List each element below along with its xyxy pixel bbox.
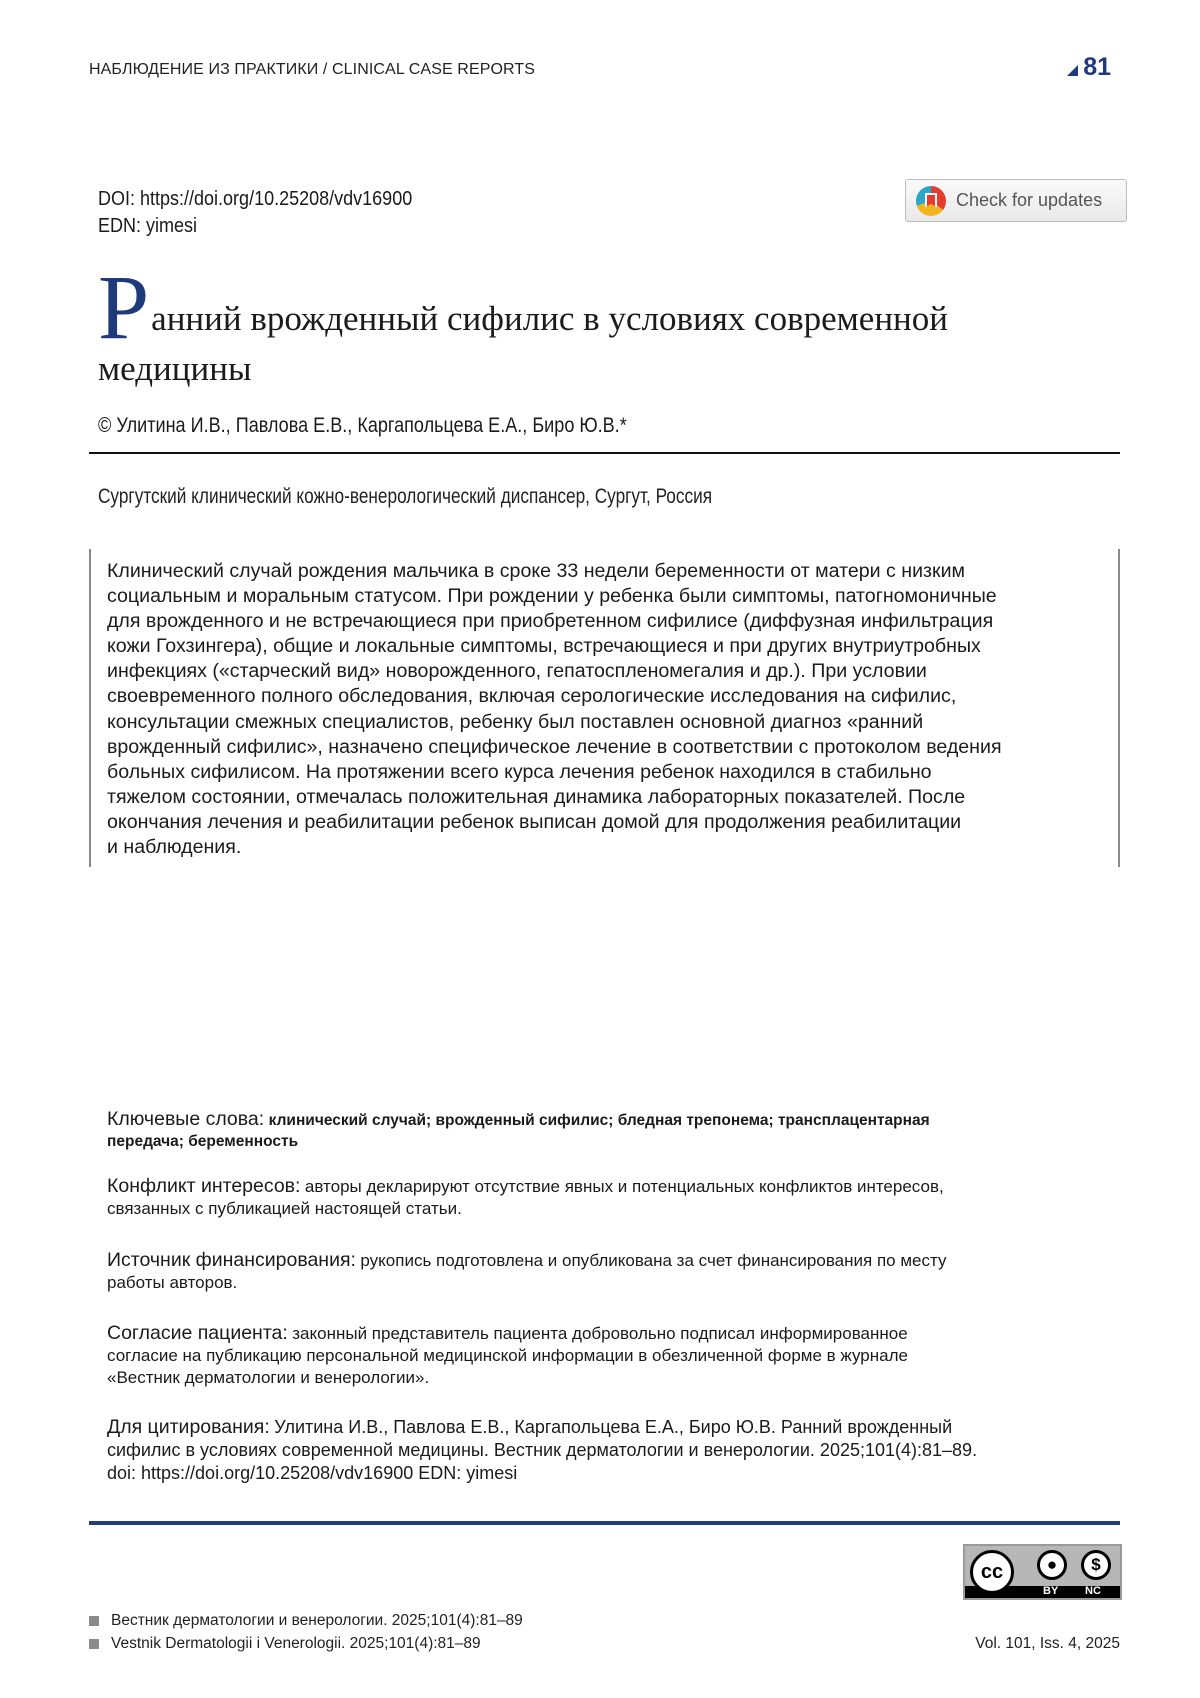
- abstract: [107, 559, 1107, 860]
- conflict-of-interest: [107, 1175, 1107, 1220]
- cc-logo-icon: cc: [970, 1550, 1014, 1594]
- funding-text: рукопись подготовлена и опубликована за счет финансирования по месту: [360, 1251, 947, 1270]
- citation: [107, 1416, 1107, 1485]
- keywords-text: передача; беременность: [107, 1133, 299, 1150]
- cc-license-badge[interactable]: [963, 1544, 1122, 1600]
- abstract-line: кожи Гохзингера), общие и локальные симптомы, встречающиеся и при других внутриутробных: [107, 635, 981, 658]
- bullet-square-icon: [89, 1639, 99, 1649]
- keywords-label: Ключевые слова:: [107, 1108, 265, 1130]
- consent-text: согласие на публикацию персональной медицинской информации в обезличенной форме в журнале: [107, 1346, 908, 1365]
- triangle-icon: [1067, 65, 1078, 76]
- bullet-square-icon: [89, 1616, 99, 1626]
- keywords: [107, 1108, 1107, 1152]
- title-line-2: медицины: [98, 349, 252, 388]
- check-for-updates-button[interactable]: [905, 179, 1127, 222]
- title-drop-cap: Р: [98, 256, 150, 358]
- citation-doi-link[interactable]: doi: https://doi.org/10.25208/vdv16900 EDN: yimesi: [107, 1463, 518, 1483]
- conflict-text: связанных с публикацией настоящей статьи.: [107, 1199, 462, 1218]
- identifiers: [98, 186, 412, 240]
- journal-en: Vestnik Dermatologii i Venerologii. 2025;101(4):81–89: [111, 1635, 481, 1652]
- citation-text: сифилис в условиях современной медицины. Вестник дерматологии и венерологии. 2025;101(4):81–89.: [107, 1440, 978, 1460]
- abstract-line: окончания лечения и реабилитации ребенок выписан домой для продолжения реабилитации: [107, 810, 962, 833]
- attribution-icon: ●: [1037, 1550, 1067, 1580]
- consent-text: «Вестник дерматологии и венерологии».: [107, 1368, 430, 1387]
- noncommercial-icon: $: [1081, 1550, 1111, 1580]
- abstract-line: консультации смежных специалистов, ребенку был поставлен основной диагноз «ранний: [107, 710, 924, 733]
- license-by-label: BY: [1043, 1585, 1059, 1597]
- consent-text: законный представитель пациента добровольно подписал информированное: [292, 1324, 908, 1343]
- conflict-label: Конфликт интересов:: [107, 1175, 301, 1197]
- volume-issue: Vol. 101, Iss. 4, 2025: [975, 1635, 1120, 1652]
- conflict-text: авторы декларируют отсутствие явных и потенциальных конфликтов интересов,: [304, 1177, 944, 1196]
- consent-label: Согласие пациента:: [107, 1322, 288, 1344]
- abstract-line: тяжелом состоянии, отмечалась положительная динамика лабораторных показателей. После: [107, 785, 966, 808]
- affiliation: Сургутский клинический кожно-венерологический диспансер, Сургут, Россия: [98, 485, 713, 508]
- abstract-line: своевременного полного обследования, включая серологические исследования на сифилис,: [107, 685, 957, 708]
- footer-journal-en: [89, 1635, 481, 1653]
- title-line-1: анний врожденный сифилис в условиях современной: [151, 299, 949, 338]
- edn: EDN: yimesi: [98, 215, 198, 237]
- divider: [89, 452, 1120, 454]
- journal-ru: Вестник дерматологии и венерологии. 2025;101(4):81–89: [111, 1612, 523, 1629]
- license-nc-label: NC: [1085, 1585, 1101, 1597]
- funding-text: работы авторов.: [107, 1273, 238, 1292]
- authors: © Улитина И.В., Павлова Е.В., Каргапольцева Е.А., Биро Ю.В.*: [98, 414, 627, 437]
- abstract-line: врожденный сифилис», назначено специфическое лечение в соответствии с протоколом ведения: [107, 735, 1002, 758]
- abstract-line: Клинический случай рождения мальчика в сроке 33 недели беременности от матери с низким: [107, 560, 966, 582]
- doi-link[interactable]: DOI: https://doi.org/10.25208/vdv16900: [98, 188, 413, 210]
- footer-journal-ru: [89, 1612, 523, 1630]
- abstract-line: и наблюдения.: [107, 836, 242, 859]
- page-number-value: 81: [1083, 53, 1111, 81]
- check-for-updates-label: Check for updates: [956, 190, 1103, 210]
- funding: [107, 1249, 1107, 1294]
- funding-label: Источник финансирования:: [107, 1249, 356, 1271]
- article-title: [98, 256, 1108, 392]
- abstract-line: социальным и моральным статусом. При рождении у ребенка были симптомы, патогномоничные: [107, 585, 997, 608]
- running-head: НАБЛЮДЕНИЕ ИЗ ПРАКТИКИ / CLINICAL CASE REPORTS: [89, 61, 536, 78]
- keywords-text: клинический случай; врожденный сифилис; бледная трепонема; трансплацентарная: [268, 1112, 930, 1129]
- abstract-line: больных сифилисом. На протяжении всего курса лечения ребенок находился в стабильно: [107, 760, 932, 783]
- abstract-line: инфекциях («старческий вид» новорожденного, гепатоспленомегалия и др.). При условии: [107, 660, 927, 683]
- bookmark-icon: [916, 186, 946, 216]
- citation-text: Улитина И.В., Павлова Е.В., Каргапольцева Е.А., Биро Ю.В. Ранний врожденный: [274, 1417, 953, 1437]
- footer-divider: [89, 1521, 1120, 1525]
- citation-label: Для цитирования:: [107, 1416, 270, 1438]
- patient-consent: [107, 1322, 1107, 1389]
- abstract-line: для врожденного и не встречающиеся при приобретенном сифилисе (диффузная инфильтрация: [107, 610, 994, 633]
- page-number: [1067, 53, 1111, 82]
